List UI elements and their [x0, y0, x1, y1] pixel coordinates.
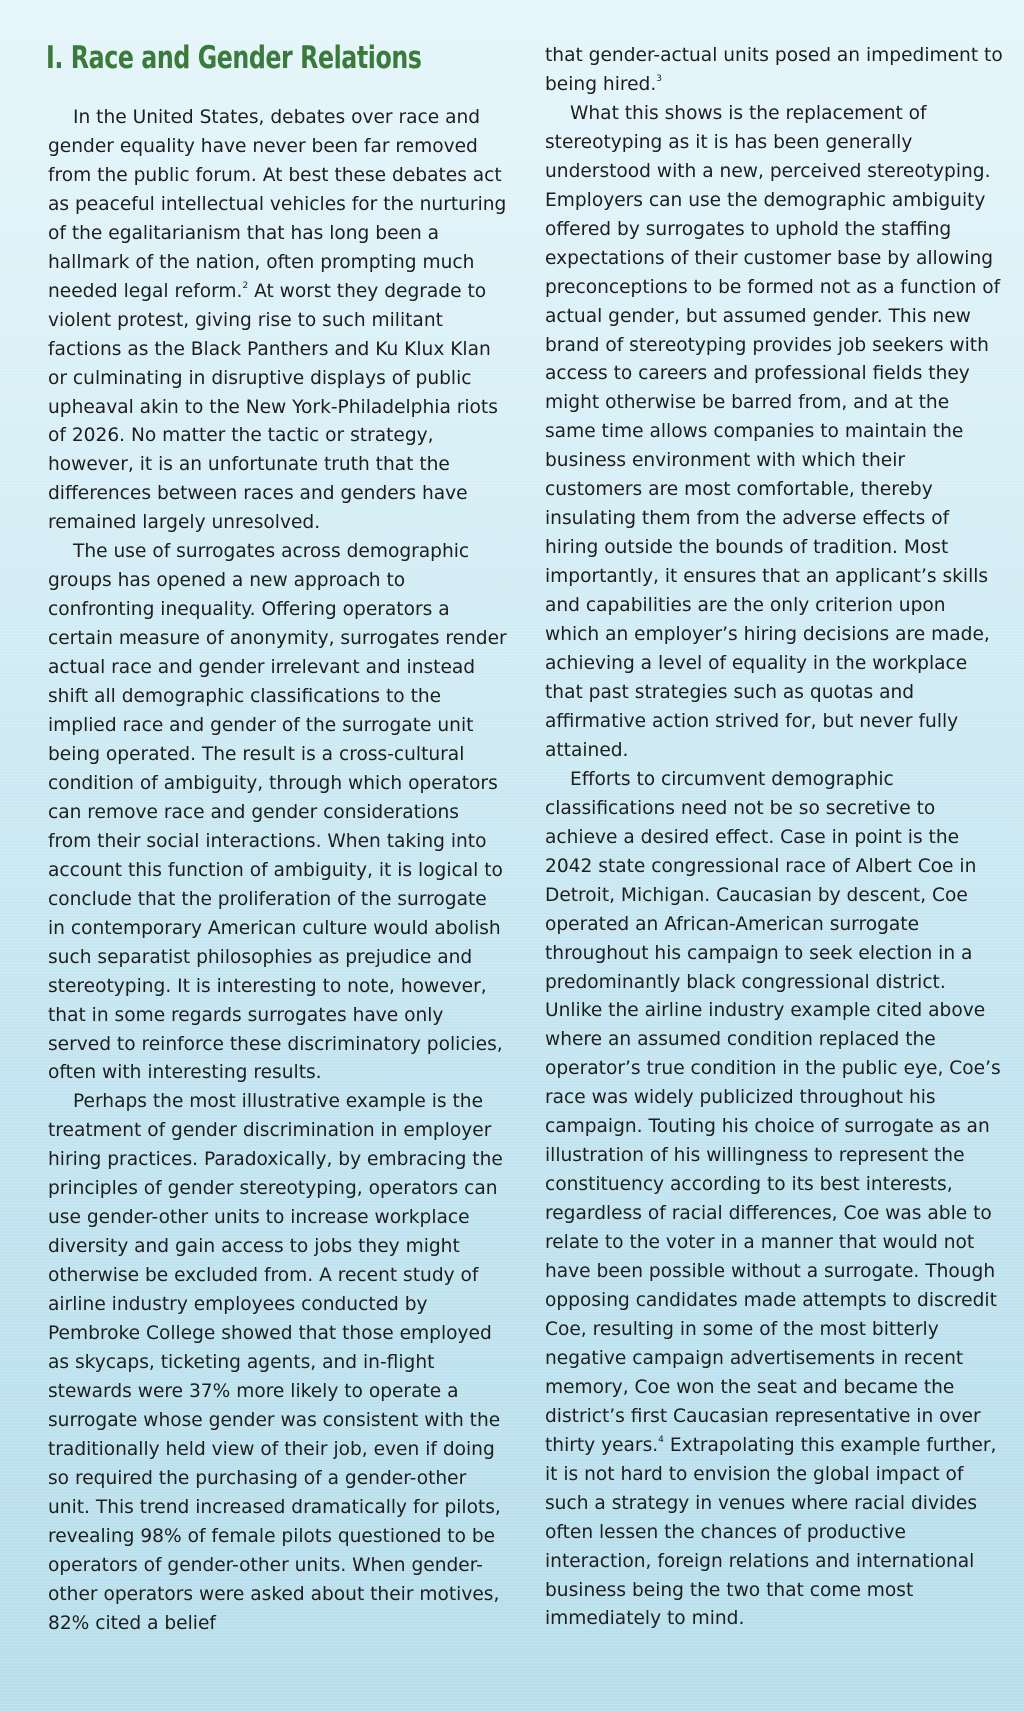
footnote-marker: 2: [242, 280, 249, 291]
paragraph: [48, 104, 508, 538]
paragraph: [545, 766, 1005, 1635]
right-column: [545, 42, 1005, 1634]
paragraph-text: that gender-actual units posed an impediment to being hired.: [545, 45, 1003, 95]
paragraph: The use of surrogates across demographic groups has opened a new approach to confronting inequality. Offering operators a certain measure of anonymity, surrogates render actual race and gender irrelevant and instead shift all demographic classifications to the implied race and gender of the surrogate unit being operated. The result is a cross-cultural condition of ambiguity, through which operators can remove race and gender considerations from their social interactions. When taking into account this function of ambiguity, it is logical to conclude that the proliferation of the surrogate in contemporary American culture would abolish such separatist philosophies as prejudice and stereotyping. It is interesting to note, however, that in some regards surrogates have only served to reinforce these discriminatory policies, often with interesting results.: [48, 541, 507, 1084]
footnote-marker: 3: [656, 73, 662, 84]
section-title: I. Race and Gender Relations: [46, 40, 422, 76]
paragraph-text: At worst they degrade to violent protest, giving rise to such militant factions as the Black Panthers and Ku Klux Klan or culminating in disruptive displays of public upheaval akin to the New York-Philadelphia riots of 2026. No matter the tactic or strategy, however, it is an unfortunate truth that the differences between races and genders have remained largely unresolved.: [48, 280, 498, 534]
paragraph-text: Efforts to circumvent demographic classifications need not be so secretive to achieve a desired effect. Case in point is the 2042 state congressional race of Albert Coe in Detroit, Michigan. Caucasian by descent, Coe operated an African-American surrogate throughout his campaign to seek election in a predominantly black congressional district. Unlike the airline industry example cited above where an assumed condition replaced the operator’s true condition in the public eye, Coe’s race was widely publicized throughout his campaign. Touting his choice of surrogate as an illustration of his willingness to represent the constituency according to its best interests, regardless of racial differences, Coe was able to relate to the voter in a manner that would not have been possible without a surrogate. Though opposing candidates made attempts to discredit Coe, resulting in some of the most bitterly negative campaign advertisements in recent memory, Coe won the seat and became the district’s first Caucasian representative in over thirty years.: [545, 768, 1001, 1456]
left-column: [48, 40, 508, 1639]
paragraph-text: Extrapolating this example further, it is not hard to envision the global impact of such a strategy in venues where racial divides often lessen the chances of productive interaction, foreign relations and international business being the two that come most immediately to mind.: [545, 1434, 997, 1630]
footnote-marker: 4: [658, 1434, 664, 1445]
paragraph: What this shows is the replacement of stereotyping as it is has been generally understood with a new, perceived stereotyping. Employers can use the demographic ambiguity offered by surrogates to uphold the staffing expectations of their customer base by allowing preconceptions to be formed not as a function of actual gender, but assumed gender. This new brand of stereotyping provides job seekers with access to careers and professional fields they might otherwise be barred from, and at the same time allows companies to maintain the business environment with which their customers are most comfortable, thereby insulating them from the adverse effects of hiring outside the bounds of tradition. Most importantly, it ensures that an applicant’s skills and capabilities are the only criterion upon which an employer’s hiring decisions are made, achieving a level of equality in the workplace that past strategies such as quotas and affirmative action strived for, but never fully attained.: [545, 102, 1001, 761]
paragraph: Perhaps the most illustrative example is the treatment of gender discrimination in employer hiring practices. Paradoxically, by embracing the principles of gender stereotyping, operators can use gender-other units to increase workplace diversity and gain access to jobs they might otherwise be excluded from. A recent study of airline industry employees conducted by Pembroke College showed that those employed as skycaps, ticketing agents, and in-flight stewards were 37% more likely to operate a surrogate whose gender was consistent with the traditionally held view of their job, even if doing so required the purchasing of a gender-other unit. This trend increased dramatically for pilots, revealing 98% of female pilots questioned to be operators of gender-other units. When gender-other operators were asked about their motives, 82% cited a belief: [48, 1091, 503, 1634]
paragraph-text: In the United States, debates over race and gender equality have never been far removed from the public forum. At best these debates act as peaceful intellectual vehicles for the nurturing of the egalitarianism that has long been a hallmark of the nation, often prompting much needed legal reform.: [48, 107, 507, 302]
paragraph: [545, 42, 1005, 100]
